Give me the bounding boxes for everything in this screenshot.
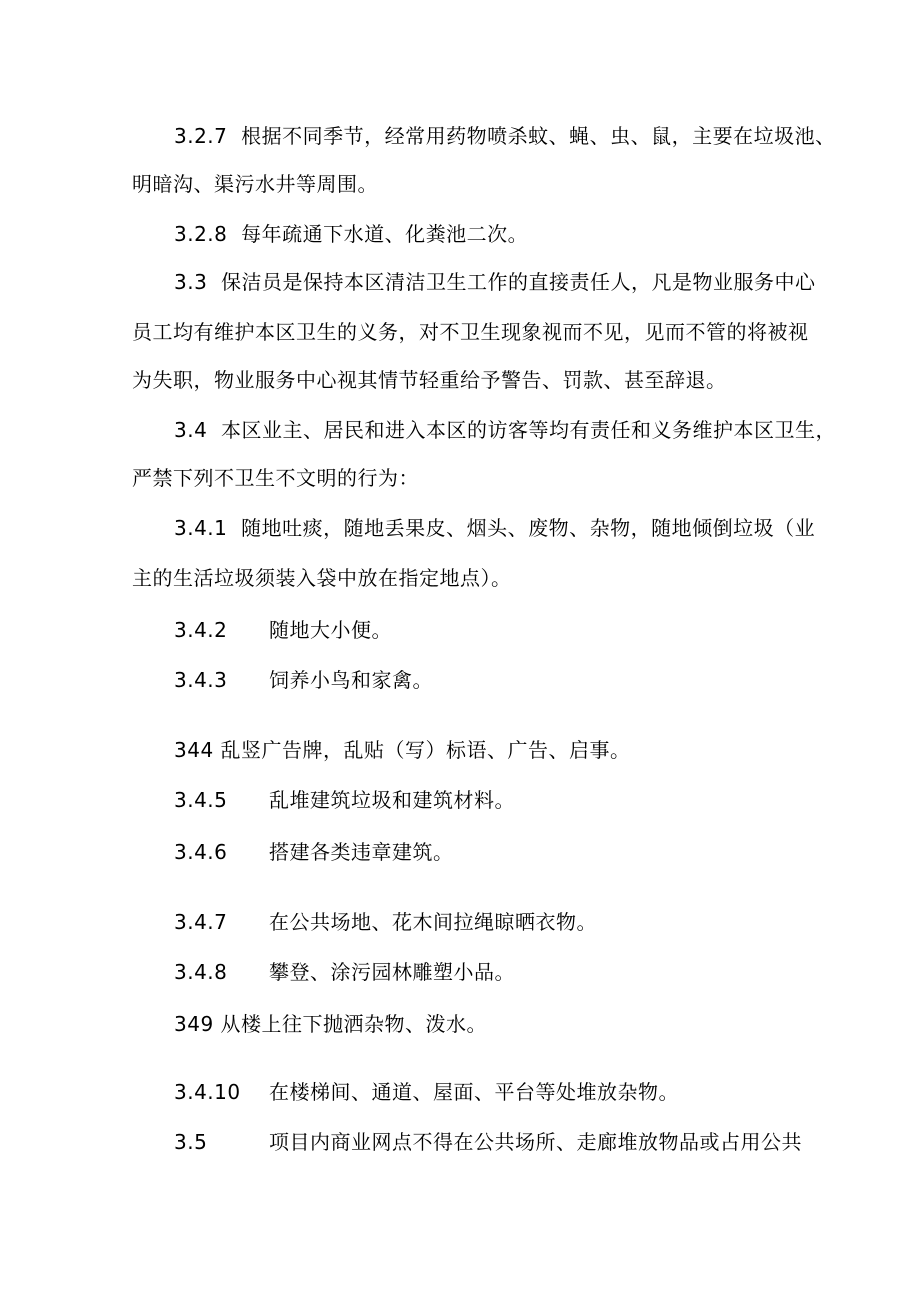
paragraph-text: 349 从楼上往下抛洒杂物、泼水。 bbox=[174, 1012, 488, 1036]
paragraph-text: 在楼梯间、通道、屋面、平台等处堆放杂物。 bbox=[269, 1080, 679, 1104]
section-number: 3.5 bbox=[174, 1130, 208, 1154]
paragraph-3-4-7 bbox=[174, 908, 597, 936]
paragraph-3-2-7-line-2 bbox=[132, 170, 378, 198]
paragraph-text: 饲养小鸟和家禽。 bbox=[269, 668, 433, 692]
paragraph-3-4-10 bbox=[174, 1078, 679, 1106]
paragraph-3-3-line-2 bbox=[132, 318, 809, 346]
paragraph-text: 为失职，物业服务中心视其情节轻重给予警告、罚款、甚至辞退。 bbox=[132, 368, 727, 392]
paragraph-3-4-8 bbox=[174, 958, 515, 986]
section-number: 3.4.3 bbox=[174, 668, 228, 692]
paragraph-3-3-line-1 bbox=[174, 268, 816, 296]
section-number: 3.4.6 bbox=[174, 840, 228, 864]
paragraph-text: 每年疏通下水道、化粪池二次。 bbox=[241, 222, 529, 246]
paragraph-text: 严禁下列不卫生不文明的行为： bbox=[132, 466, 419, 490]
paragraph-3-2-8 bbox=[174, 220, 528, 248]
paragraph-3-4-3 bbox=[174, 666, 433, 694]
section-number: 3.2.8 bbox=[174, 222, 228, 246]
section-number: 3.4.1 bbox=[174, 516, 228, 540]
paragraph-3-4-4 bbox=[174, 736, 631, 764]
paragraph-3-4-2 bbox=[174, 616, 392, 644]
paragraph-3-5 bbox=[174, 1128, 802, 1156]
section-number: 3.4.8 bbox=[174, 960, 228, 984]
paragraph-text: 344 乱竖广告牌，乱贴（写）标语、广告、启事。 bbox=[174, 738, 631, 762]
paragraph-3-4-line-1 bbox=[174, 416, 836, 444]
section-number: 3.3 bbox=[174, 270, 208, 294]
paragraph-text: 攀登、涂污园林雕塑小品。 bbox=[269, 960, 515, 984]
paragraph-3-2-7-line-1 bbox=[174, 122, 836, 150]
paragraph-text: 本区业主、居民和进入本区的访客等均有责任和义务维护本区卫生， bbox=[221, 418, 837, 442]
paragraph-text: 搭建各类违章建筑。 bbox=[269, 840, 454, 864]
paragraph-text: 员工均有维护本区卫生的义务，对不卫生现象视而不见，见而不管的将被视 bbox=[132, 320, 809, 344]
paragraph-3-3-line-3 bbox=[132, 366, 727, 394]
paragraph-3-4-1-line-2 bbox=[132, 564, 512, 592]
paragraph-text: 随地大小便。 bbox=[269, 618, 392, 642]
section-number: 3.4 bbox=[174, 418, 208, 442]
paragraph-text: 根据不同季节，经常用药物喷杀蚊、蝇、虫、鼠，主要在垃圾池、 bbox=[241, 124, 836, 148]
section-number: 3.4.7 bbox=[174, 910, 228, 934]
section-number: 3.4.2 bbox=[174, 618, 228, 642]
paragraph-text: 在公共场地、花木间拉绳晾晒衣物。 bbox=[269, 910, 597, 934]
paragraph-text: 主的生活垃圾须装入袋中放在指定地点）。 bbox=[132, 566, 512, 590]
paragraph-3-4-line-2 bbox=[132, 464, 419, 492]
paragraph-3-4-9 bbox=[174, 1010, 487, 1038]
section-number: 3.4.10 bbox=[174, 1080, 241, 1104]
paragraph-text: 明暗沟、渠污水井等周围。 bbox=[132, 172, 378, 196]
paragraph-text: 保洁员是保持本区清洁卫生工作的直接责任人，凡是物业服务中心 bbox=[221, 270, 816, 294]
paragraph-3-4-6 bbox=[174, 838, 454, 866]
paragraph-3-4-5 bbox=[174, 786, 515, 814]
paragraph-text: 随地吐痰，随地丢果皮、烟头、废物、杂物，随地倾倒垃圾（业 bbox=[241, 516, 816, 540]
section-number: 3.2.7 bbox=[174, 124, 228, 148]
paragraph-3-4-1-line-1 bbox=[174, 514, 815, 542]
paragraph-text: 项目内商业网点不得在公共场所、走廊堆放物品或占用公共 bbox=[269, 1130, 802, 1154]
section-number: 3.4.5 bbox=[174, 788, 228, 812]
paragraph-text: 乱堆建筑垃圾和建筑材料。 bbox=[269, 788, 515, 812]
